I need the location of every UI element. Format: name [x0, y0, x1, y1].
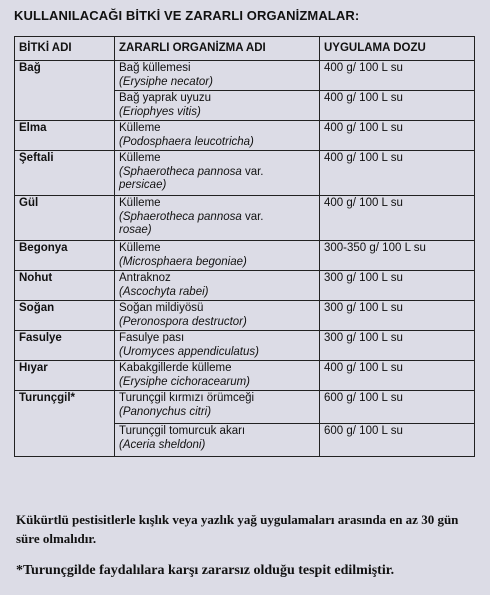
column-header-plant: BİTKİ ADI — [15, 37, 115, 61]
plant-cell: Gül — [15, 196, 115, 241]
plant-cell: Elma — [15, 121, 115, 151]
organism-scientific-name — [119, 211, 315, 238]
interval-note: Kükürtlü pestisitlerle kışlık veya yazlık yağ uygulamaları arasında en az 30 gün süre olmalıdır. — [16, 512, 459, 546]
table-row — [15, 301, 475, 331]
organism-common-name: Antraknoz — [119, 272, 171, 284]
organism-cell — [115, 391, 320, 424]
table-row — [15, 241, 475, 271]
organism-common-name: Turunçgil kırmızı örümceği — [119, 392, 255, 404]
table-row — [15, 196, 475, 241]
table-row — [15, 121, 475, 151]
column-header-dose: UYGULAMA DOZU — [320, 37, 475, 61]
scientific-name-part: (Sphaerotheca pannosa — [119, 165, 242, 178]
dose-cell: 300 g/ 100 L su — [320, 301, 475, 331]
table-row — [15, 61, 475, 91]
organism-scientific-name: (Eriophyes vitis) — [119, 105, 201, 118]
dose-cell: 600 g/ 100 L su — [320, 391, 475, 424]
plant-cell: Hıyar — [15, 361, 115, 391]
organism-common-name: Külleme — [119, 152, 161, 164]
dose-cell: 400 g/ 100 L su — [320, 91, 475, 121]
scientific-name-part: persicae) — [119, 179, 167, 191]
organism-scientific-name: (Uromyces appendiculatus) — [119, 345, 259, 358]
organism-cell — [115, 361, 320, 391]
plant-cell: Bağ — [15, 61, 115, 121]
section-heading: KULLANILACAĞI BİTKİ VE ZARARLI ORGANİZMALAR: — [14, 8, 360, 23]
plant-cell: Soğan — [15, 301, 115, 331]
organism-cell — [115, 151, 320, 196]
dose-cell: 300 g/ 100 L su — [320, 331, 475, 361]
organism-common-name: Külleme — [119, 122, 161, 134]
table-row — [15, 391, 475, 424]
organism-cell — [115, 61, 320, 91]
variety-abbrev: var. — [241, 165, 264, 178]
table-row — [15, 331, 475, 361]
organism-common-name: Bağ yaprak uyuzu — [119, 92, 212, 104]
dose-cell: 400 g/ 100 L su — [320, 151, 475, 196]
organism-cell — [115, 121, 320, 151]
organism-scientific-name: (Aceria sheldoni) — [119, 438, 206, 451]
dose-cell: 400 g/ 100 L su — [320, 196, 475, 241]
organism-common-name: Bağ küllemesi — [119, 62, 191, 74]
organism-cell — [115, 424, 320, 457]
organism-scientific-name: (Erysiphe cichoracearum) — [119, 375, 251, 388]
organism-scientific-name: (Erysiphe necator) — [119, 75, 213, 88]
variety-abbrev: var. — [241, 210, 264, 223]
organism-common-name: Külleme — [119, 197, 161, 209]
organism-cell — [115, 271, 320, 301]
dose-cell: 400 g/ 100 L su — [320, 61, 475, 91]
organism-cell — [115, 196, 320, 241]
table-header-row — [15, 37, 475, 61]
dose-cell: 300-350 g/ 100 L su — [320, 241, 475, 271]
organism-cell — [115, 331, 320, 361]
organism-scientific-name: (Podosphaera leucotricha) — [119, 135, 254, 148]
table-row — [15, 151, 475, 196]
pest-table — [14, 36, 475, 457]
organism-cell — [115, 241, 320, 271]
dose-cell: 600 g/ 100 L su — [320, 424, 475, 457]
organism-common-name: Fasulye pası — [119, 332, 185, 344]
organism-cell — [115, 301, 320, 331]
plant-cell: Fasulye — [15, 331, 115, 361]
scientific-name-part: (Sphaerotheca pannosa — [119, 210, 242, 223]
organism-common-name: Soğan mildiyösü — [119, 302, 204, 314]
plant-cell: Turunçgil* — [15, 391, 115, 457]
organism-scientific-name: (Microsphaera begoniae) — [119, 255, 247, 268]
organism-cell — [115, 91, 320, 121]
organism-scientific-name: (Ascochyta rabei) — [119, 285, 209, 298]
organism-common-name: Turunçgil tomurcuk akarı — [119, 425, 246, 437]
organism-common-name: Külleme — [119, 242, 161, 254]
organism-scientific-name — [119, 166, 315, 193]
dose-cell: 400 g/ 100 L su — [320, 121, 475, 151]
organism-scientific-name: (Panonychus citri) — [119, 405, 212, 418]
table-row — [15, 271, 475, 301]
dose-cell: 400 g/ 100 L su — [320, 361, 475, 391]
plant-cell: Begonya — [15, 241, 115, 271]
column-header-organism: ZARARLI ORGANİZMA ADI — [115, 37, 320, 61]
dose-cell: 300 g/ 100 L su — [320, 271, 475, 301]
organism-common-name: Kabakgillerde külleme — [119, 362, 232, 374]
organism-scientific-name: (Peronospora destructor) — [119, 315, 247, 328]
plant-cell: Şeftali — [15, 151, 115, 196]
plant-cell: Nohut — [15, 271, 115, 301]
scientific-name-part: rosae) — [119, 224, 152, 236]
citrus-footnote: *Turunçgilde faydalılara karşı zararsız olduğu tespit edilmiştir. — [16, 563, 395, 578]
table-row — [15, 361, 475, 391]
